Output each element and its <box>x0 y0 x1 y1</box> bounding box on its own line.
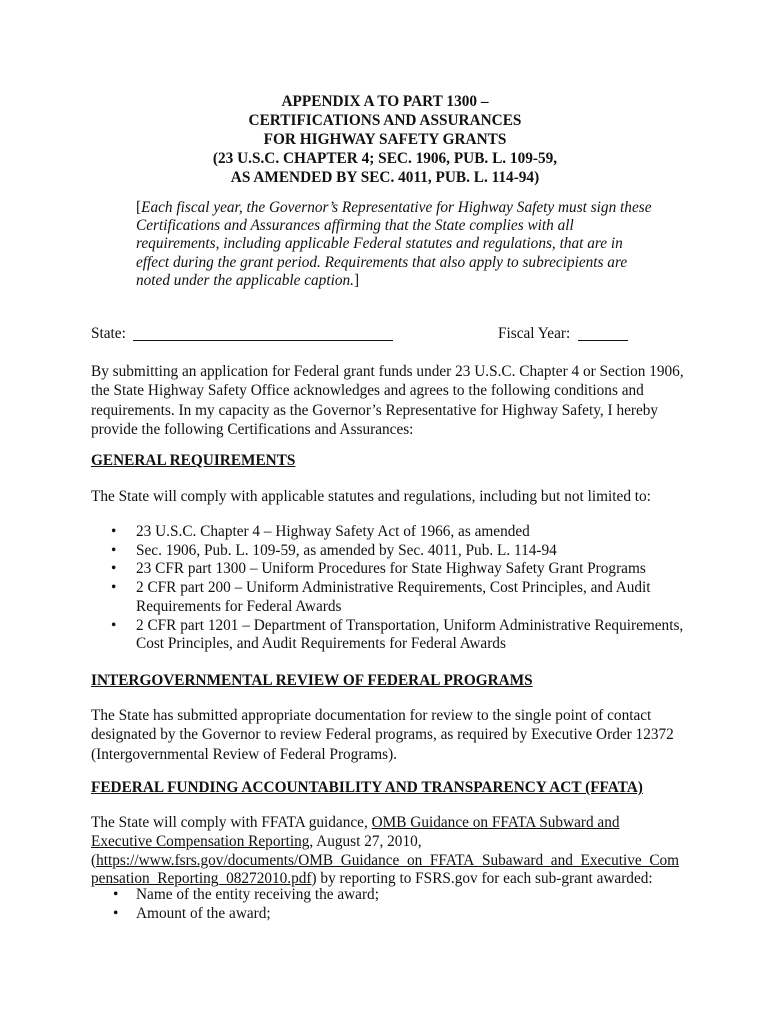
list-item <box>91 523 691 542</box>
list-item-text: Sec. 1906, Pub. L. 109-59, as amended by Sec. 4011, Pub. L. 114-94 <box>136 541 557 559</box>
list-item-text: 2 CFR part 1201 – Department of Transportation, Uniform Administrative Requirements, Cost Principles, and Audit Requirements for Federal Awards <box>136 616 684 653</box>
list-item-text: 2 CFR part 200 – Uniform Administrative Requirements, Cost Principles, and Audit Requirements for Federal Awards <box>136 579 651 615</box>
list-item <box>91 560 691 579</box>
ffata-heading: FEDERAL FUNDING ACCOUNTABILITY AND TRANSPARENCY ACT (FFATA) <box>91 779 643 796</box>
list-item <box>91 617 691 654</box>
list-item <box>91 886 651 905</box>
ffata-text-after: ) by reporting to FSRS.gov for each sub-grant awarded: <box>311 870 653 888</box>
bullet-icon: • <box>111 616 117 634</box>
list-item <box>91 542 691 561</box>
title-line: FOR HIGHWAY SAFETY GRANTS <box>263 131 507 148</box>
title-line: APPENDIX A TO PART 1300 – <box>281 93 489 110</box>
ffata-paragraph <box>91 814 691 889</box>
general-requirements-heading: GENERAL REQUIREMENTS <box>91 452 296 469</box>
bullet-icon: • <box>111 560 117 578</box>
title-line: CERTIFICATIONS AND ASSURANCES <box>248 112 522 129</box>
close-bracket: ] <box>353 271 360 289</box>
list-item-text: Amount of the award; <box>136 904 271 922</box>
fiscal-year-label: Fiscal Year: <box>498 325 571 342</box>
instructions-note <box>136 199 656 290</box>
list-item <box>91 579 691 616</box>
document-title <box>92 92 678 187</box>
state-field[interactable] <box>133 340 393 341</box>
intergovernmental-heading: INTERGOVERNMENTAL REVIEW OF FEDERAL PROGRAMS <box>91 672 533 689</box>
bullet-icon: • <box>113 886 119 903</box>
bullet-icon: • <box>111 579 117 597</box>
bullet-icon: • <box>111 541 117 559</box>
state-label: State: <box>91 325 126 342</box>
general-requirements-list <box>91 523 691 654</box>
title-line: (23 U.S.C. CHAPTER 4; SEC. 1906, PUB. L. 109-59, <box>212 150 558 167</box>
list-item-text: 23 CFR part 1300 – Uniform Procedures for State Highway Safety Grant Programs <box>136 560 646 578</box>
general-requirements-lead: The State will comply with applicable statutes and regulations, including but not limited to: <box>91 488 651 505</box>
list-item-text: Name of the entity receiving the award; <box>136 886 379 903</box>
list-item-text: 23 U.S.C. Chapter 4 – Highway Safety Act of 1966, as amended <box>136 523 530 540</box>
submission-paragraph: By submitting an application for Federal grant funds under 23 U.S.C. Chapter 4 or Section 1906, the State Highway Safety Office acknowledges and agrees to the following conditions and requirements. In my capacity as the Governor’s Representative for Highway Safety, I hereby provide the following Certifications and Assurances: <box>91 363 684 438</box>
omb-guidance-link[interactable]: OMB Guidance on FFATA Subward and <box>371 814 620 831</box>
ffata-list <box>91 886 651 924</box>
intergovernmental-paragraph: The State has submitted appropriate documentation for review to the single point of contact designated by the Governor to review Federal programs, as required by Executive Order 12372 (Intergovernmental Review of Federal Programs). <box>91 707 674 763</box>
fsrs-url-link[interactable]: https://www.fsrs.gov/documents/OMB_Guidance_on_FFATA_Subaward_and_Executive_Com <box>96 851 680 869</box>
list-item <box>91 905 651 924</box>
fiscal-year-field[interactable] <box>578 340 628 341</box>
ffata-text-before: The State will comply with FFATA guidance, <box>91 814 372 831</box>
open-paren: ( <box>91 851 97 869</box>
bullet-icon: • <box>111 523 117 540</box>
fsrs-url-link-continued[interactable]: pensation_Reporting_08272010.pdf <box>91 870 312 888</box>
state-fiscal-year-row <box>91 324 681 344</box>
title-line: AS AMENDED BY SEC. 4011, PUB. L. 114-94) <box>230 169 540 186</box>
open-bracket: [ <box>136 199 142 216</box>
omb-guidance-link-continued[interactable]: Executive Compensation Reporting <box>91 832 310 850</box>
instructions-text: Each fiscal year, the Governor’s Representative for Highway Safety must sign these Certifications and Assurances affirming that the State complies with all requirements, including applicable Federal statutes and regulations, that are in effect during the grant period. Requirements that also apply to subrecipients are noted under the applicable caption. <box>136 199 652 289</box>
ffata-date: , August 27, 2010, <box>309 832 422 850</box>
bullet-icon: • <box>113 904 119 922</box>
